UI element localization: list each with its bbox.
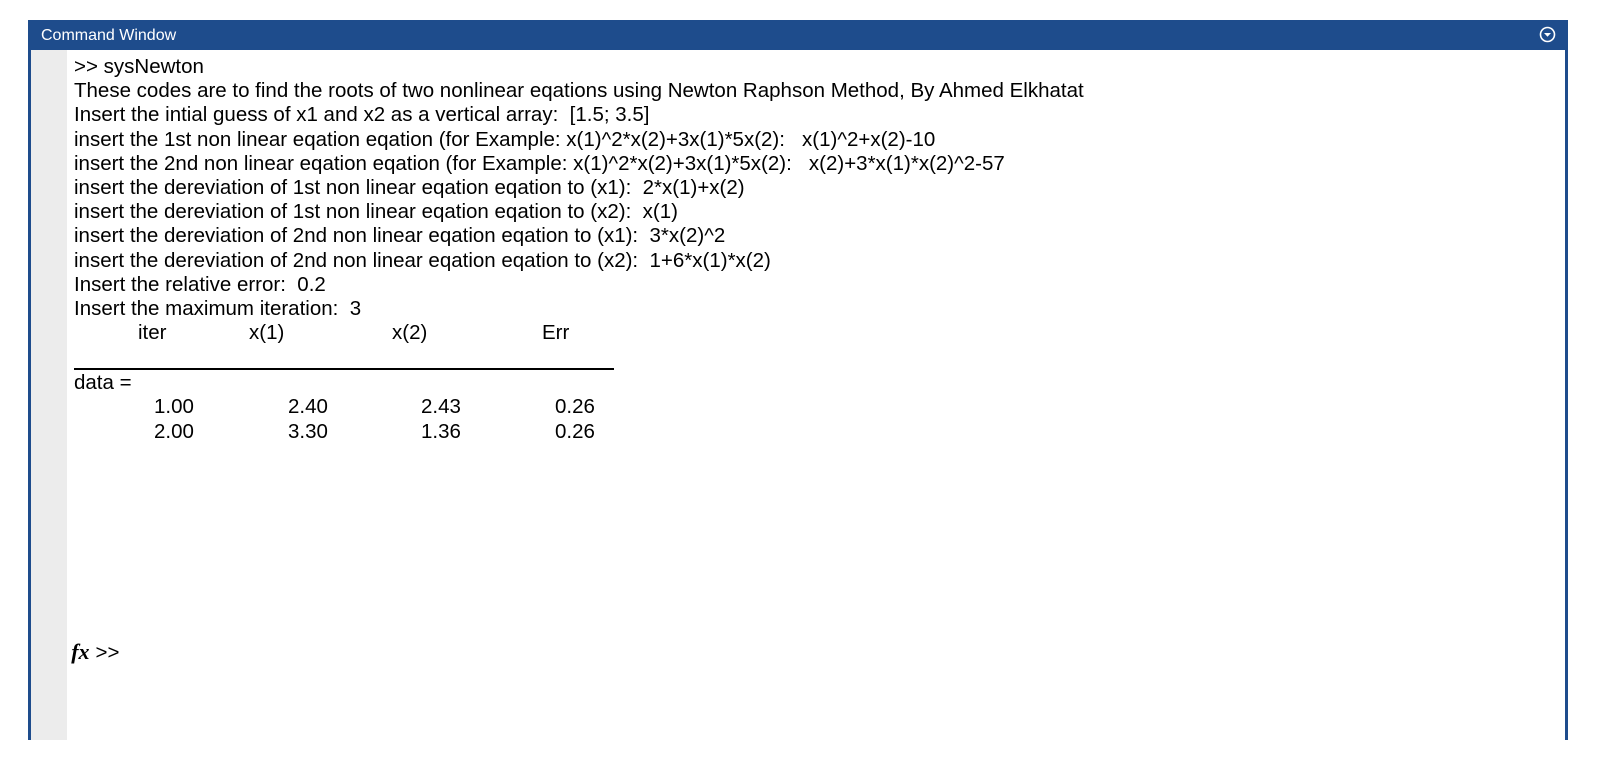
table-header-x2: x(2) xyxy=(392,321,428,345)
output-line: Insert the relative error: 0.2 xyxy=(74,272,326,296)
table-cell: 0.26 xyxy=(555,419,595,443)
table-row xyxy=(74,395,1555,419)
table-cell: 2.40 xyxy=(288,395,328,419)
table-header-spacer xyxy=(74,345,1555,371)
table-cell: 3.30 xyxy=(288,419,328,443)
table-header-err: Err xyxy=(542,321,570,345)
table-header-x1: x(1) xyxy=(249,321,285,345)
output-line: insert the dereviation of 1st non linear eqation eqation to (x2): x(1) xyxy=(74,200,678,224)
data-label: data = xyxy=(74,371,132,395)
command-output[interactable] xyxy=(74,55,1555,740)
table-cell: 2.00 xyxy=(154,419,194,443)
output-line: insert the dereviation of 2nd non linear eqation eqation to (x1): 3*x(2)^2 xyxy=(74,224,726,248)
command-window-title-bar[interactable] xyxy=(31,20,1565,50)
command-prompt: >> xyxy=(95,641,120,664)
output-line: insert the 2nd non linear eqation eqation (for Example: x(1)^2*x(2)+3x(1)*5x(2): x(2)+3*x(1)*x(2)^2-57 xyxy=(74,151,1005,175)
table-cell: 1.36 xyxy=(421,419,461,443)
table-row xyxy=(74,420,1555,444)
output-line: >> sysNewton xyxy=(74,55,204,78)
output-line: These codes are to find the roots of two nonlinear eqations using Newton Raphson Method, By Ahmed Elkhatat xyxy=(74,79,1084,103)
fx-function-browser-icon[interactable]: fx xyxy=(71,639,90,664)
output-line: insert the 1st non linear eqation eqation (for Example: x(1)^2*x(2)+3x(1)*5x(2): x(1)^2+x(2)-10 xyxy=(74,127,936,151)
command-window-title: Command Window xyxy=(41,27,177,44)
table-header-iter: iter xyxy=(138,321,167,345)
circle-chevron-down-icon[interactable] xyxy=(1539,26,1556,43)
output-line: insert the dereviation of 1st non linear eqation eqation to (x1): 2*x(1)+x(2) xyxy=(74,175,745,199)
output-line: insert the dereviation of 2nd non linear eqation eqation to (x2): 1+6*x(1)*x(2) xyxy=(74,248,771,272)
table-header-rule xyxy=(74,368,614,370)
table-header-row xyxy=(74,321,1555,345)
output-line: Insert the maximum iteration: 3 xyxy=(74,296,362,320)
table-cell: 1.00 xyxy=(154,395,194,419)
table-cell: 0.26 xyxy=(555,395,595,419)
command-window[interactable] xyxy=(28,20,1568,740)
table-cell: 2.43 xyxy=(421,395,461,419)
output-line: Insert the intial guess of x1 and x2 as a vertical array: [1.5; 3.5] xyxy=(74,103,650,127)
command-prompt-row[interactable] xyxy=(37,616,120,664)
